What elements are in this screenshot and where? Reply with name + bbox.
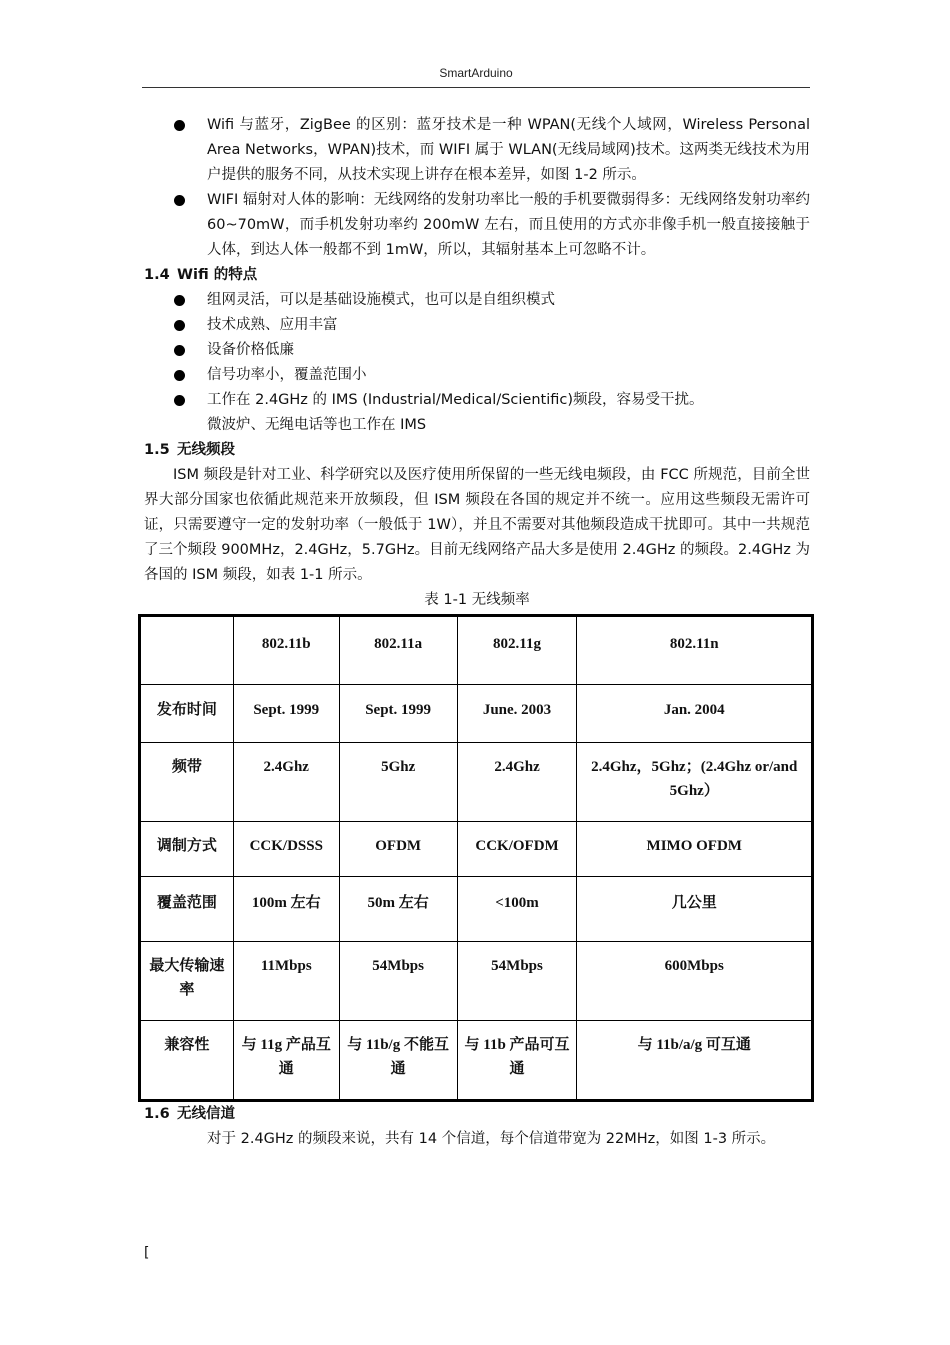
- row-label: 覆盖范围: [140, 877, 234, 942]
- section-heading-1-6: [144, 1102, 810, 1127]
- bullet-text: 信号功率小，覆盖范围小: [207, 367, 367, 383]
- table-header-cell: 802.11n: [577, 616, 813, 685]
- table-header-cell: 802.11g: [457, 616, 577, 685]
- bullet-icon: [174, 295, 185, 306]
- page-header: SmartArduino: [439, 66, 513, 80]
- bullet-text: 技术成熟、应用丰富: [207, 317, 338, 333]
- table-cell: Jan. 2004: [577, 685, 813, 743]
- section-title: Wifi 的特点: [177, 267, 258, 283]
- bullet-text: 组网灵活，可以是基础设施模式，也可以是自组织模式: [207, 292, 555, 308]
- bullet-text: 设备价格低廉: [207, 342, 294, 358]
- table-cell: Sept. 1999: [339, 685, 457, 743]
- table-row: [140, 685, 813, 743]
- row-label: 发布时间: [140, 685, 234, 743]
- table-cell: 600Mbps: [577, 942, 813, 1021]
- section-title: 无线信道: [177, 1106, 235, 1122]
- bullet-text: 工作在 2.4GHz 的 IMS (Industrial/Medical/Scientific)频段，容易受干扰。: [207, 392, 704, 408]
- table-cell: OFDM: [339, 822, 457, 877]
- table-row: [140, 822, 813, 877]
- table-cell: 54Mbps: [339, 942, 457, 1021]
- table-cell: 11Mbps: [233, 942, 339, 1021]
- list-item: [144, 363, 810, 388]
- table-cell: CCK/OFDM: [457, 822, 577, 877]
- table-cell: 2.4Ghz: [233, 743, 339, 822]
- table-cell: CCK/DSSS: [233, 822, 339, 877]
- table-row: [140, 942, 813, 1021]
- list-item: [144, 388, 810, 413]
- table-cell: 与 11b 产品可互通: [457, 1021, 577, 1101]
- bullet-continuation: 微波炉、无绳电话等也工作在 IMS: [207, 417, 427, 433]
- table-cell: MIMO OFDM: [577, 822, 813, 877]
- row-label: 兼容性: [140, 1021, 234, 1101]
- frequency-table: [138, 614, 814, 1102]
- table-cell: 与 11g 产品互通: [233, 1021, 339, 1101]
- table-cell: 100m 左右: [233, 877, 339, 942]
- table-row: [140, 877, 813, 942]
- table-cell: 54Mbps: [457, 942, 577, 1021]
- bullet-text: WIFI 辐射对人体的影响：无线网络的发射功率比一般的手机要微弱得多：无线网络发射功率约 60~70mW，而手机发射功率约 200mW 左右，而且使用的方式亦非像手机一般直接接触于人体，到达人体一般都不到 1mW，所以，其辐射基本上可忽略不计。: [207, 192, 810, 258]
- bullet-icon: [174, 345, 185, 356]
- table-cell: 几公里: [577, 877, 813, 942]
- footer-mark: [: [144, 1245, 150, 1261]
- table-caption: 表 1-1 无线频率: [424, 592, 530, 608]
- list-item: [144, 288, 810, 313]
- table-cell: 2.4Ghz，5Ghz；(2.4Ghz or/and 5Ghz）: [577, 743, 813, 822]
- section-number: 1.6: [144, 1106, 170, 1122]
- table-cell: Sept. 1999: [233, 685, 339, 743]
- section-number: 1.4: [144, 267, 170, 283]
- section-title: 无线频段: [177, 442, 235, 458]
- list-item: [144, 313, 810, 338]
- document-body: [144, 113, 810, 1152]
- list-item: [144, 113, 810, 188]
- table-cell: 与 11b/a/g 可互通: [577, 1021, 813, 1101]
- table-cell: 50m 左右: [339, 877, 457, 942]
- list-item: [144, 188, 810, 263]
- section-number: 1.5: [144, 442, 170, 458]
- section-heading-1-5: [144, 438, 810, 463]
- table-header-cell: 802.11b: [233, 616, 339, 685]
- row-label: 频带: [140, 743, 234, 822]
- section-heading-1-4: [144, 263, 810, 288]
- table-row: [140, 743, 813, 822]
- paragraph: ISM 频段是针对工业、科学研究以及医疗使用所保留的一些无线电频段，由 FCC 所规范，目前全世界大部分国家也依循此规范来开放频段，但 ISM 频段在各国的规定并不统一。应用这些频段无需许可证，只需要遵守一定的发射功率（一般低于 1W），并且不需要对其他频段造成干扰即可。其中一共规范了三个频段 900MHz，2.4GHz，5.7GHz。目前无线网络产品大多是使用 2.4GHz 的频段。2.4GHz 为各国的 ISM 频段，如表 1-1 所示。: [144, 467, 810, 583]
- bullet-icon: [174, 120, 185, 131]
- header-divider: [142, 87, 810, 88]
- paragraph: 对于 2.4GHz 的频段来说，共有 14 个信道，每个信道带宽为 22MHz，如图 1-3 所示。: [207, 1131, 776, 1147]
- table-cell: 5Ghz: [339, 743, 457, 822]
- table-header-cell: 802.11a: [339, 616, 457, 685]
- bullet-icon: [174, 320, 185, 331]
- list-item: [144, 338, 810, 363]
- bullet-icon: [174, 195, 185, 206]
- row-label: 最大传输速率: [140, 942, 234, 1021]
- table-cell: 与 11b/g 不能互通: [339, 1021, 457, 1101]
- bullet-text: Wifi 与蓝牙，ZigBee 的区别：蓝牙技术是一种 WPAN(无线个人域网，Wireless Personal Area Networks，WPAN)技术，而 WIFI 属于 WLAN(无线局域网)技术。这两类无线技术为用户提供的服务不同，从技术实现上讲存在根本差异，如图 1-2 所示。: [207, 117, 810, 183]
- row-label: 调制方式: [140, 822, 234, 877]
- table-row: [140, 1021, 813, 1101]
- table-cell: June. 2003: [457, 685, 577, 743]
- bullet-icon: [174, 370, 185, 381]
- table-header-row: [140, 616, 813, 685]
- table-cell: 2.4Ghz: [457, 743, 577, 822]
- table-cell: <100m: [457, 877, 577, 942]
- bullet-icon: [174, 395, 185, 406]
- table-header-cell: [140, 616, 234, 685]
